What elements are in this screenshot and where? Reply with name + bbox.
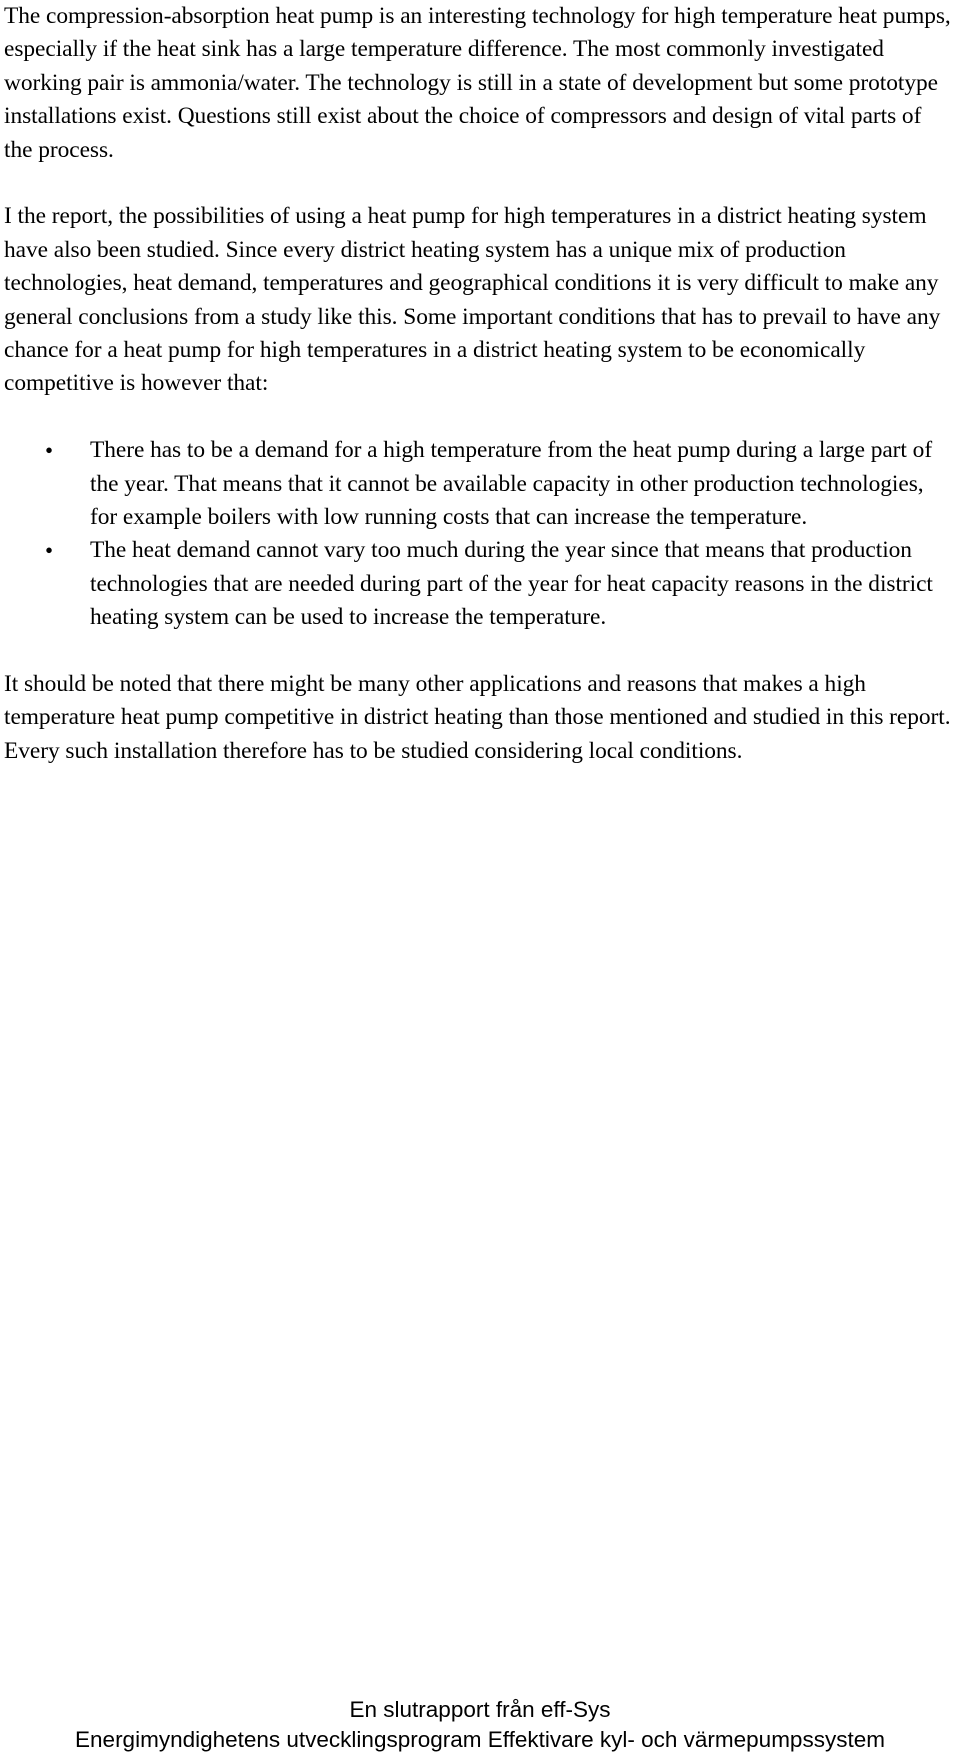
list-item-text: There has to be a demand for a high temperature from the heat pump during a large part of the year. That means that it cannot be available capacity in other production technologies, for example boilers with low running costs that can increase the temperature. (90, 437, 933, 531)
list-item (4, 434, 954, 534)
paragraph-spacer (4, 635, 954, 668)
paragraph-conclusion: It should be noted that there might be many other applications and reasons that makes a high temperature heat pump competitive in district heating than those mentioned and studied in this report. Every such installation therefore has to be studied considering local conditions. (4, 671, 951, 764)
paragraph-district-heating: I the report, the possibilities of using a heat pump for high temperatures in a district heating system have also been studied. Since every district heating system has a unique mix of production technologies, heat demand, temperatures and geographical conditions it is very difficult to make any general conclusions from a study like this. Some important conditions that has to prevail to have any chance for a heat pump for high temperatures in a district heating system to be economically competitive is however that: (4, 203, 941, 397)
document-body (4, 0, 954, 768)
footer-report-title: En slutrapport från eff-Sys (349, 1697, 611, 1722)
list-item (4, 534, 954, 634)
bullet-icon: • (45, 438, 54, 464)
paragraph-spacer (4, 401, 954, 434)
list-item-text: The heat demand cannot vary too much during the year since that means that production technologies that are needed during part of the year for heat capacity reasons in the district heating system can be used to increase the temperature. (90, 537, 933, 631)
bullet-icon: • (45, 538, 54, 564)
footer-program-name: Energimyndighetens utvecklingsprogram Effektivare kyl- och värmepumpssystem (75, 1727, 885, 1752)
paragraph-compression-absorption: The compression-absorption heat pump is an interesting technology for high temperature heat pumps, especially if the heat sink has a large temperature difference. The most commonly investigated working pair is ammonia/water. The technology is still in a state of development but some prototype installations exist. Questions still exist about the choice of compressors and design of vital parts of the process. (4, 3, 951, 163)
paragraph-spacer (4, 167, 954, 200)
page-footer (0, 1695, 960, 1755)
conditions-list (4, 434, 954, 634)
